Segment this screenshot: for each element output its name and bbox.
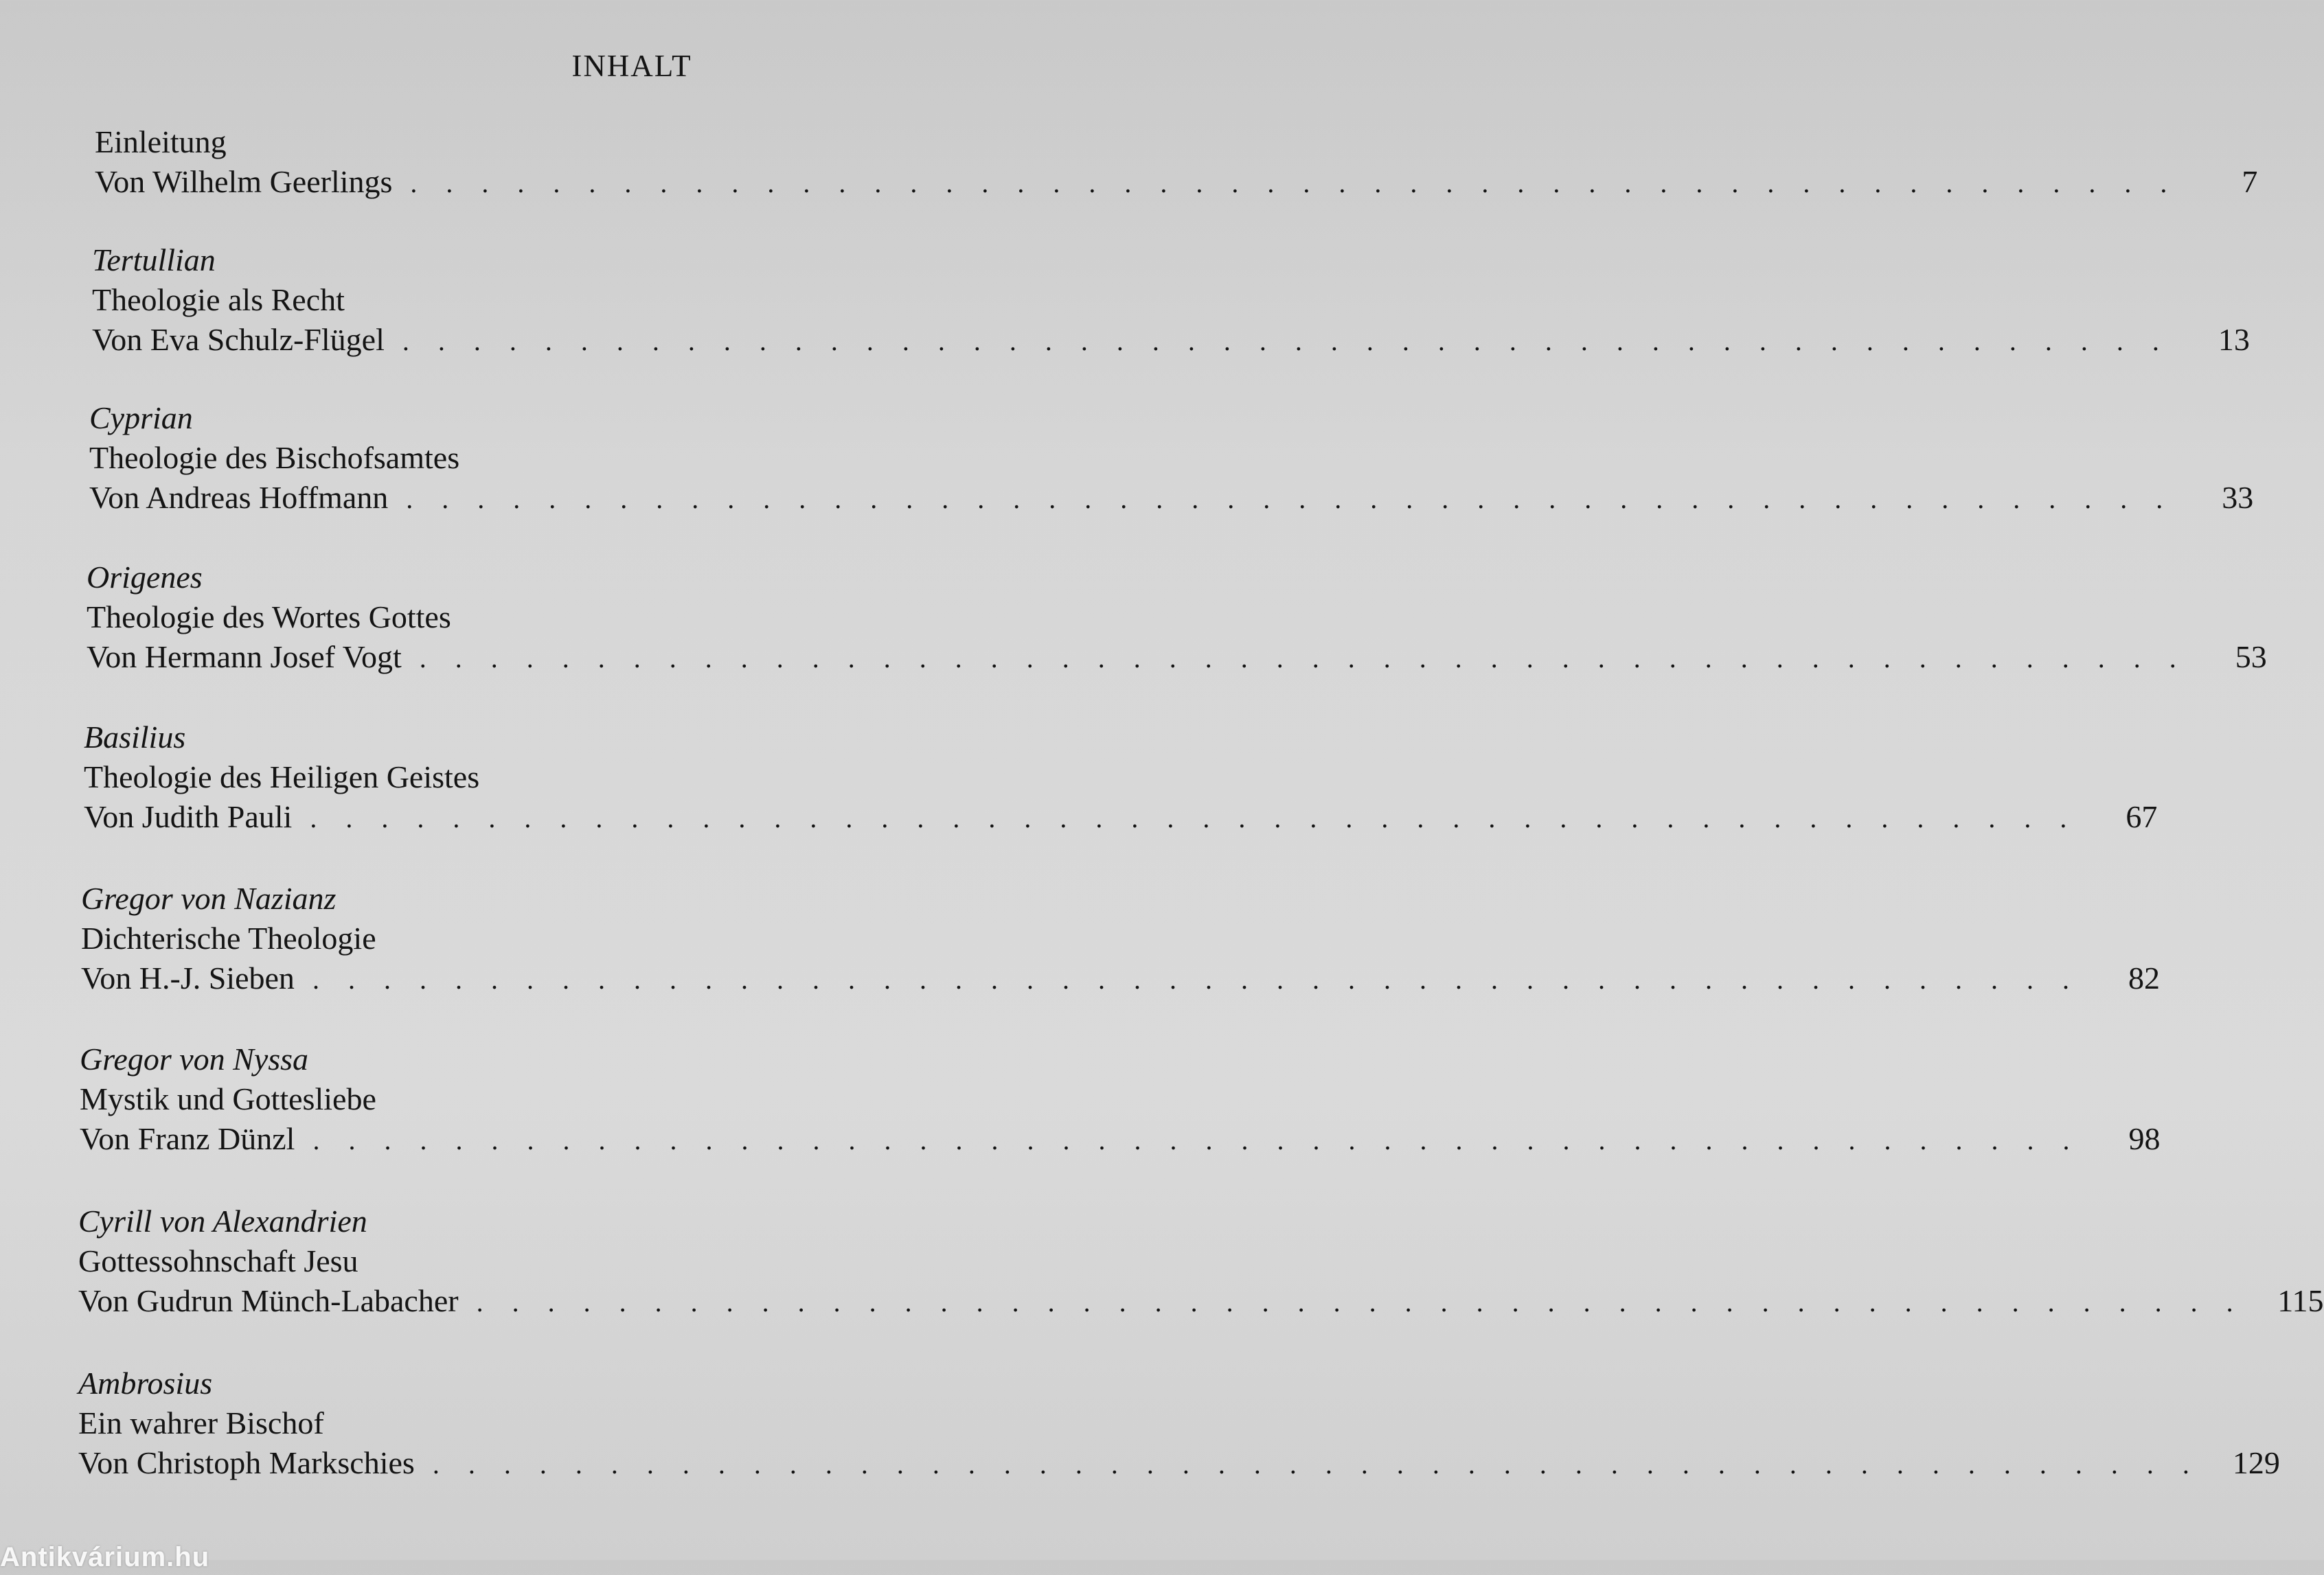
toc-entry-subject: Gregor von Nyssa <box>80 1042 309 1077</box>
toc-entry-author-line <box>78 1443 2280 1483</box>
toc-entry-author: Von Judith Pauli <box>84 799 293 834</box>
dot-leader: . . . . . . . . . . . . . . . . . . . . . . . . . . . . . . . . . . . . . . . . . . . . . . . . . . <box>419 643 2187 674</box>
toc-entry-page: 33 <box>2222 480 2254 515</box>
toc-entry-page: 129 <box>2232 1445 2280 1480</box>
toc-entry-subject: Ambrosius <box>78 1366 213 1401</box>
toc-entry <box>78 1364 2280 1483</box>
toc-entry-topic: Dichterische Theologie <box>81 921 376 956</box>
watermark: Antikvárium.hu <box>0 1542 210 1572</box>
toc-entry-page: 13 <box>2218 322 2250 357</box>
dot-leader: . . . . . . . . . . . . . . . . . . . . . . . . . . . . . . . . . . . . . . . . . . . . . . . . . . <box>312 964 2080 995</box>
toc-entry-topic: Gottessohnschaft Jesu <box>78 1243 358 1278</box>
toc-entry <box>89 398 2254 518</box>
toc-entry-page: 7 <box>2242 164 2258 199</box>
toc-entry-author: Von Wilhelm Geerlings <box>95 164 393 199</box>
toc-entry <box>95 122 2258 202</box>
toc-entry <box>92 240 2250 360</box>
dot-leader: . . . . . . . . . . . . . . . . . . . . . . . . . . . . . . . . . . . . . . . . . . . . . . . . . . <box>432 1449 2200 1480</box>
toc-entry-topic: Theologie des Heiligen Geistes <box>84 759 480 794</box>
toc-entry-subject: Gregor von Nazianz <box>81 881 337 916</box>
page-title: INHALT <box>571 49 692 83</box>
toc-entry-author-line <box>81 958 2160 998</box>
toc-entry-author-line <box>80 1119 2161 1159</box>
dot-leader: . . . . . . . . . . . . . . . . . . . . . . . . . . . . . . . . . . . . . . . . . . . . . . . . . . <box>402 325 2170 356</box>
toc-entry-author: Von Franz Dünzl <box>80 1121 295 1156</box>
toc-entry-author-line <box>87 637 2267 677</box>
toc-entry <box>78 1202 2324 1321</box>
dot-leader: . . . . . . . . . . . . . . . . . . . . . . . . . . . . . . . . . . . . . . . . . . . . . . . . . . <box>410 168 2178 198</box>
toc-entry-topic: Mystik und Gottesliebe <box>80 1081 376 1116</box>
toc-entry-heading: Einleitung <box>95 124 227 159</box>
toc-entry-author: Von Christoph Markschies <box>78 1445 415 1480</box>
toc-entry-author-line <box>84 797 2158 837</box>
toc-entry-page: 82 <box>2128 961 2160 996</box>
toc-entry-page: 98 <box>2128 1121 2161 1156</box>
toc-entry-author-line <box>95 162 2258 202</box>
toc-entry <box>84 717 2158 837</box>
toc-entry-author-line <box>78 1281 2324 1321</box>
toc-entry-author: Von Andreas Hoffmann <box>89 480 389 515</box>
toc-entry-topic: Ein wahrer Bischof <box>78 1405 324 1440</box>
dot-leader: . . . . . . . . . . . . . . . . . . . . . . . . . . . . . . . . . . . . . . . . . . . . . . . . . . <box>476 1287 2244 1318</box>
toc-entry-page: 67 <box>2126 799 2158 834</box>
toc-entry-author: Von Gudrun Münch-Labacher <box>78 1283 459 1318</box>
toc-entry-subject: Cyrill von Alexandrien <box>78 1204 367 1239</box>
toc-entry <box>80 1039 2161 1159</box>
toc-entry <box>81 879 2160 998</box>
toc-entry-subject: Tertullian <box>92 242 216 277</box>
toc-entry-topic: Theologie des Wortes Gottes <box>87 599 451 634</box>
toc-entry-author: Von H.-J. Sieben <box>81 961 295 996</box>
dot-leader: . . . . . . . . . . . . . . . . . . . . . . . . . . . . . . . . . . . . . . . . . . . . . . . . . . <box>312 1125 2081 1156</box>
toc-entry <box>87 557 2267 677</box>
toc-entry-author-line <box>92 320 2250 360</box>
toc-entry-subject: Cyprian <box>89 400 193 435</box>
dot-leader: . . . . . . . . . . . . . . . . . . . . . . . . . . . . . . . . . . . . . . . . . . . . . . . . . . <box>310 803 2078 834</box>
toc-entry-author: Von Eva Schulz-Flügel <box>92 322 385 357</box>
toc-entry-author-line <box>89 478 2254 518</box>
toc-entry-page: 115 <box>2277 1283 2324 1318</box>
toc-entry-page: 53 <box>2235 639 2267 674</box>
toc-entry-topic: Theologie als Recht <box>92 282 345 317</box>
toc-entry-subject: Origenes <box>87 560 203 595</box>
dot-leader: . . . . . . . . . . . . . . . . . . . . . . . . . . . . . . . . . . . . . . . . . . . . . . . . . . <box>406 483 2174 514</box>
toc-entry-topic: Theologie des Bischofsamtes <box>89 440 460 475</box>
toc-entry-author: Von Hermann Josef Vogt <box>87 639 402 674</box>
toc-entry-subject: Basilius <box>84 720 186 755</box>
